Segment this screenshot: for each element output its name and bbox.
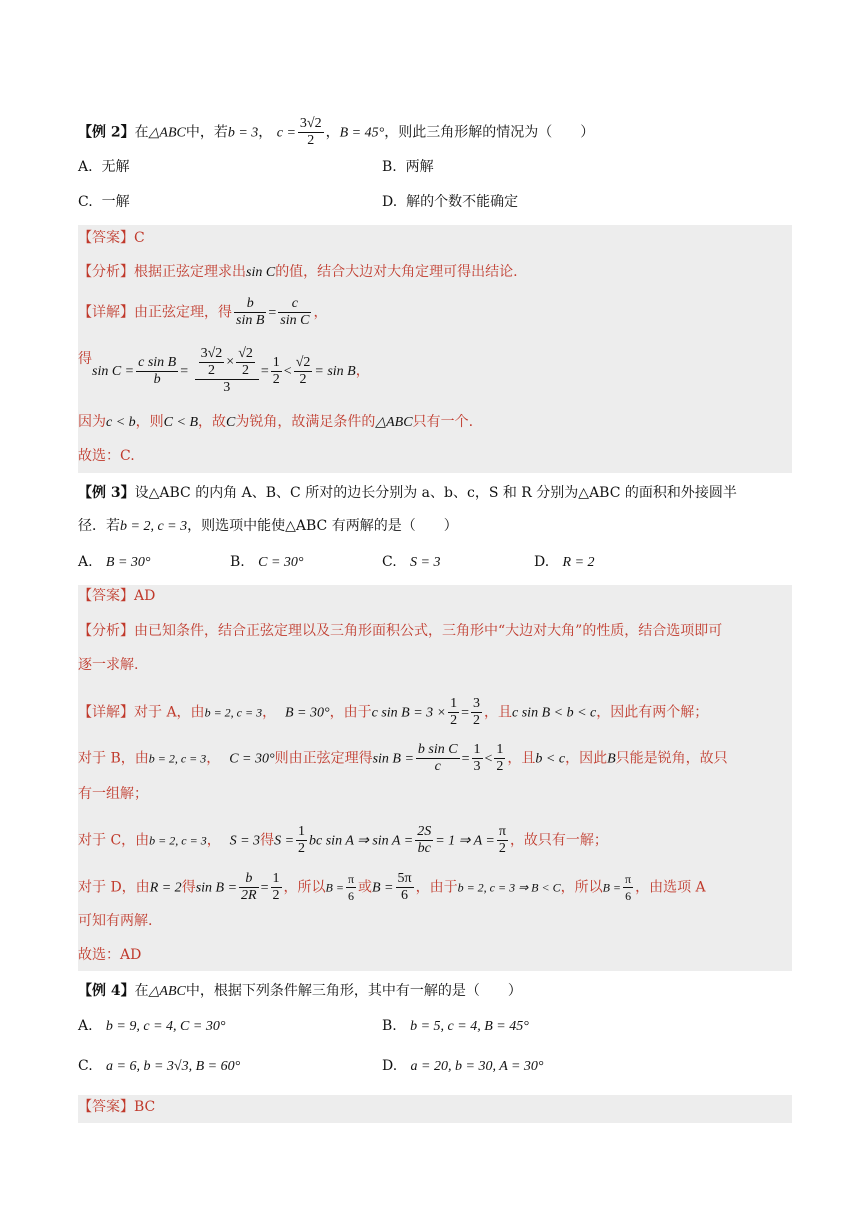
example-3-tag: 【例 3】: [78, 485, 135, 501]
option-text: a = 6, b = 3√3, B = 60°: [106, 1059, 241, 1074]
fraction: [278, 296, 311, 329]
math-inline: B: [607, 751, 616, 767]
fraction-denominator: 2: [298, 841, 306, 856]
detail-text: ，因此: [565, 750, 608, 767]
math-inline: c < b: [106, 415, 136, 430]
fraction-denominator: 2: [272, 888, 280, 903]
option-text: a = 20, b = 30, A = 30°: [410, 1059, 544, 1074]
fraction-numerator: c: [278, 296, 311, 313]
analysis-text: 的值，结合大边对大角定理可得出结论.: [275, 264, 518, 280]
detail-text: 为锐角，故满足条件的: [235, 414, 376, 430]
answer-value: BC: [134, 1099, 156, 1115]
example-3-detail-b: [78, 742, 728, 775]
math-inline: sin B =: [195, 880, 238, 896]
fraction-numerator: 3√2: [299, 116, 322, 131]
fraction-numerator: 3√2: [200, 346, 223, 361]
fraction-numerator: 3: [473, 696, 481, 711]
answer-value: AD: [134, 588, 156, 604]
detail-text: ，由于: [415, 879, 458, 896]
math-inline: bc sin A ⇒ sin A =: [309, 833, 414, 849]
detail-text: ，故只有一解；: [509, 832, 608, 849]
example-3-analysis-line-2: 逐一求解.: [78, 657, 139, 673]
triangle-symbol: △ABC: [148, 125, 186, 141]
example-4-option-a: [78, 1016, 225, 1037]
fraction: [271, 871, 282, 904]
example-2-tag: 【例 2】: [78, 124, 135, 141]
math-inline: b = 2, c = 3: [204, 705, 263, 720]
fraction: [239, 871, 259, 904]
fraction: [346, 871, 356, 904]
math-inline: C = 30°: [229, 751, 275, 767]
equals: =: [180, 364, 189, 379]
example-3-option-d: [534, 552, 595, 573]
option-label: A.: [78, 554, 93, 570]
detail-text: 对于 D，由: [78, 879, 150, 896]
analysis-tag: 【分析】: [78, 264, 134, 280]
option-text: R = 2: [562, 555, 595, 570]
math-inline: b = 2, c = 3: [148, 751, 207, 766]
detail-text: 或: [358, 879, 372, 896]
math-inline: B =: [325, 880, 344, 895]
fraction-denominator: 2: [450, 713, 458, 728]
comma: ，: [355, 363, 370, 379]
example-4-option-b: [382, 1016, 529, 1037]
example-4-solution-panel: [78, 1095, 792, 1123]
example-3-option-c: [382, 552, 440, 573]
fraction-numerator: 1: [496, 742, 504, 757]
detail-text: 得: [260, 832, 275, 849]
math-inline: b = 2, c = 3: [149, 833, 207, 848]
analysis-tag: 【分析】: [78, 623, 134, 639]
fraction-numerator: π: [347, 872, 354, 886]
example-3-choose: 故选：AD: [78, 947, 142, 963]
example-2-option-c: [78, 192, 130, 212]
fraction-numerator: 1: [272, 871, 280, 886]
math-inline: S =: [274, 833, 295, 849]
fraction-numerator: b: [234, 296, 266, 313]
option-text: C = 30°: [258, 555, 304, 570]
stem-text: 设△ABC 的内角 A、B、C 所对的边长分别为 a、b、c，S 和 R 分别为△ABC 的面积和外接圆半: [134, 485, 737, 501]
example-2-option-d: [382, 192, 518, 212]
fraction-denominator: sin B: [236, 313, 265, 328]
fraction-numerator: [195, 346, 259, 380]
math-inline: = sin B: [314, 364, 356, 379]
fraction: [294, 355, 313, 388]
fraction: [415, 824, 433, 857]
equals: =: [461, 705, 470, 721]
math-inline: sin B =: [372, 751, 414, 767]
equals: =: [260, 364, 269, 379]
example-4-tag: 【例 4】: [78, 983, 135, 999]
fraction: [623, 871, 633, 904]
math-inline: R = 2: [149, 880, 182, 896]
detail-text: ，且: [507, 750, 536, 767]
fraction-denominator: 2: [299, 371, 307, 387]
math-inline: △ABC: [375, 415, 413, 430]
example-4-option-c: [78, 1056, 240, 1077]
math-inline: B =: [602, 880, 622, 895]
fraction: [471, 696, 482, 729]
example-4-option-d: [382, 1056, 544, 1077]
comma: ，: [313, 304, 328, 321]
example-2-derivation: [78, 346, 370, 396]
fraction-numerator: √2: [238, 346, 253, 361]
stem-text: ，则此三角形解的情况为（ ）: [384, 124, 595, 141]
fraction-numerator: b sin C: [417, 742, 458, 757]
example-2-option-a: [78, 157, 129, 177]
answer-value: C: [134, 230, 145, 246]
fraction: [271, 355, 282, 388]
example-3-stem-line-2: [78, 516, 458, 537]
detail-text: ，因此有两个解；: [596, 704, 709, 721]
example-3-option-a: [78, 552, 151, 573]
condition-c-left: c =: [276, 125, 296, 141]
detail-text: 则由正弦定理得: [274, 750, 373, 767]
comma: ，: [258, 124, 273, 141]
example-3-analysis-line-1: [78, 621, 722, 641]
example-2-option-b: [382, 157, 434, 177]
fraction-denominator: 2: [307, 133, 315, 148]
example-3-detail-d: [78, 871, 706, 904]
detail-text: ，且: [484, 704, 513, 721]
fraction-denominator: 2: [242, 363, 250, 378]
equals: =: [461, 751, 470, 767]
option-label: D.: [382, 1058, 398, 1074]
example-3-solution-panel: [78, 585, 792, 971]
stem-text: 中，若: [185, 124, 228, 141]
fraction: [396, 871, 414, 904]
math-inline: sin C: [246, 265, 276, 280]
detail-text: ，故: [198, 414, 227, 430]
compound-fraction: [195, 346, 259, 396]
detail-text: ，: [206, 750, 221, 767]
fraction-denominator: 2: [207, 363, 215, 378]
analysis-text: 由已知条件，结合正弦定理以及三角形面积公式，三角形中“大边对大角”的性质，结合选项即可: [134, 623, 723, 639]
fraction-denominator: bc: [417, 841, 431, 856]
fraction-numerator: 1: [272, 354, 280, 370]
fraction-numerator: c sin B: [138, 354, 177, 370]
option-label: D.: [534, 554, 550, 570]
detail-text: 对于 B，由: [78, 750, 149, 767]
fraction-denominator: 2: [473, 713, 481, 728]
math-inline: c sin B = 3 ×: [371, 705, 447, 721]
option-label: A.: [78, 1018, 93, 1034]
analysis-text: 根据正弦定理求出: [134, 264, 246, 280]
answer-tag: 【答案】: [78, 588, 134, 604]
math-inline: sin C =: [92, 364, 135, 379]
example-4-answer: [78, 1097, 155, 1117]
example-3-detail-c: [78, 824, 608, 857]
option-text: S = 3: [410, 555, 441, 570]
fraction-denominator: b: [153, 371, 161, 387]
less-than: <: [283, 364, 292, 379]
detail-text: 对于 C，由: [78, 832, 150, 849]
option-label: B.: [230, 554, 245, 570]
math-inline: = 1 ⇒ A =: [435, 833, 495, 849]
fraction-denominator: 2: [496, 759, 504, 774]
stem-text: 在: [134, 124, 149, 141]
triangle-symbol: △ABC: [148, 984, 186, 999]
detail-text: ，由选项 A: [635, 879, 706, 896]
example-3-stem-line-1: [78, 483, 737, 503]
example-2-analysis: [78, 262, 518, 283]
math-inline: B = 30°: [285, 705, 330, 721]
fraction: [494, 742, 505, 775]
option-text: b = 5, c = 4, B = 45°: [410, 1019, 529, 1034]
example-3-option-b: [230, 552, 304, 573]
fraction: [448, 696, 459, 729]
math-inline: c sin B < b < c: [512, 705, 597, 721]
fraction-denominator: 2R: [241, 888, 257, 903]
option-label: C.: [78, 1058, 93, 1074]
example-2-detail: [78, 296, 327, 329]
fraction: [296, 824, 307, 857]
fraction: [199, 346, 225, 379]
fraction-numerator: 1: [298, 824, 306, 839]
fraction-c: [298, 116, 324, 149]
math-inline: C: [226, 415, 236, 430]
example-3-answer: [78, 586, 155, 606]
fraction: [234, 296, 266, 329]
stem-text: ，则选项中能使△ABC 有两解的是（ ）: [187, 518, 458, 534]
detail-text: ，则: [135, 414, 164, 430]
option-label: A.: [78, 159, 93, 175]
option-text: 解的个数不能确定: [406, 194, 519, 210]
detail-tag: 【详解】: [78, 704, 134, 721]
detail-text: 得: [181, 879, 196, 896]
fraction-denominator: 2: [272, 371, 280, 387]
detail-tag: 【详解】: [78, 304, 134, 321]
fraction: [136, 355, 178, 388]
fraction-denominator: 6: [347, 889, 354, 903]
example-2-answer: [78, 228, 145, 248]
answer-tag: 【答案】: [78, 1099, 134, 1115]
math-inline: S = 3: [229, 833, 261, 849]
math-inline: B =: [372, 880, 394, 896]
fraction-numerator: 5π: [397, 871, 412, 886]
math-inline: b < c: [535, 751, 566, 767]
option-label: C.: [78, 194, 93, 210]
fraction-denominator: c: [434, 759, 441, 774]
example-2-choose: 故选：C.: [78, 448, 135, 464]
option-label: B.: [382, 1018, 397, 1034]
fraction: [497, 824, 508, 857]
detail-text: ，: [262, 704, 277, 721]
fraction-numerator: 1: [473, 742, 481, 757]
example-3-detail-b-line-2: 有一组解；: [78, 786, 148, 802]
fraction: [236, 346, 255, 379]
option-text: 无解: [101, 159, 130, 175]
math-inline: C < B: [163, 415, 199, 430]
fraction-denominator: 3: [473, 759, 481, 774]
condition-B: B = 45°: [339, 125, 385, 141]
example-2-stem: [78, 116, 594, 149]
stem-text: 在: [134, 983, 149, 999]
detail-text: 只有一个.: [412, 414, 474, 430]
detail-text: 因为: [78, 414, 106, 430]
example-4-stem: [78, 981, 522, 1002]
fraction-numerator: π: [498, 824, 506, 839]
fraction-denominator: sin C: [280, 313, 310, 328]
math-inline: b = 2, c = 3: [120, 519, 188, 534]
fraction-denominator: 3: [223, 380, 231, 395]
detail-text: ，所以: [283, 879, 326, 896]
fraction-numerator: b: [239, 871, 259, 888]
option-label: C.: [382, 554, 397, 570]
times: ×: [226, 354, 235, 370]
detail-text: ，: [206, 832, 221, 849]
option-text: 一解: [101, 194, 130, 210]
option-text: 两解: [405, 159, 434, 175]
fraction-numerator: π: [625, 872, 632, 886]
condition-b: b = 3: [227, 125, 259, 141]
fraction-denominator: 2: [498, 841, 506, 856]
detail-text: ，由于: [329, 704, 372, 721]
option-label: B.: [382, 159, 397, 175]
fraction: [472, 742, 483, 775]
detail-text: 由正弦定理，得: [134, 304, 232, 321]
detail-text: 得: [78, 351, 92, 367]
fraction-denominator: 6: [625, 889, 632, 903]
option-text: B = 30°: [105, 555, 151, 570]
math-inline: b = 2, c = 3 ⇒ B < C: [457, 880, 561, 895]
detail-text: 只能是锐角，故只: [615, 750, 728, 767]
fraction: [416, 742, 460, 775]
example-3-detail-d-line-2: 可知有两解.: [78, 913, 153, 929]
less-than: <: [484, 751, 493, 767]
example-2-because: [78, 412, 473, 433]
comma: ，: [325, 124, 340, 141]
fraction-numerator: 1: [450, 696, 458, 711]
option-label: D.: [382, 194, 398, 210]
equals: =: [268, 305, 277, 321]
stem-text: 中，根据下列条件解三角形，其中有一解的是（ ）: [185, 983, 522, 999]
stem-text: 径．若: [78, 518, 120, 534]
equals: =: [260, 880, 269, 896]
fraction-numerator: √2: [295, 354, 311, 370]
fraction-denominator: 6: [401, 888, 409, 903]
detail-text: ，所以: [560, 879, 603, 896]
fraction-numerator: 2S: [417, 824, 432, 839]
example-3-detail-a: [78, 696, 708, 729]
detail-text: 对于 A，由: [134, 704, 205, 721]
answer-tag: 【答案】: [78, 230, 134, 246]
option-text: b = 9, c = 4, C = 30°: [105, 1019, 226, 1034]
